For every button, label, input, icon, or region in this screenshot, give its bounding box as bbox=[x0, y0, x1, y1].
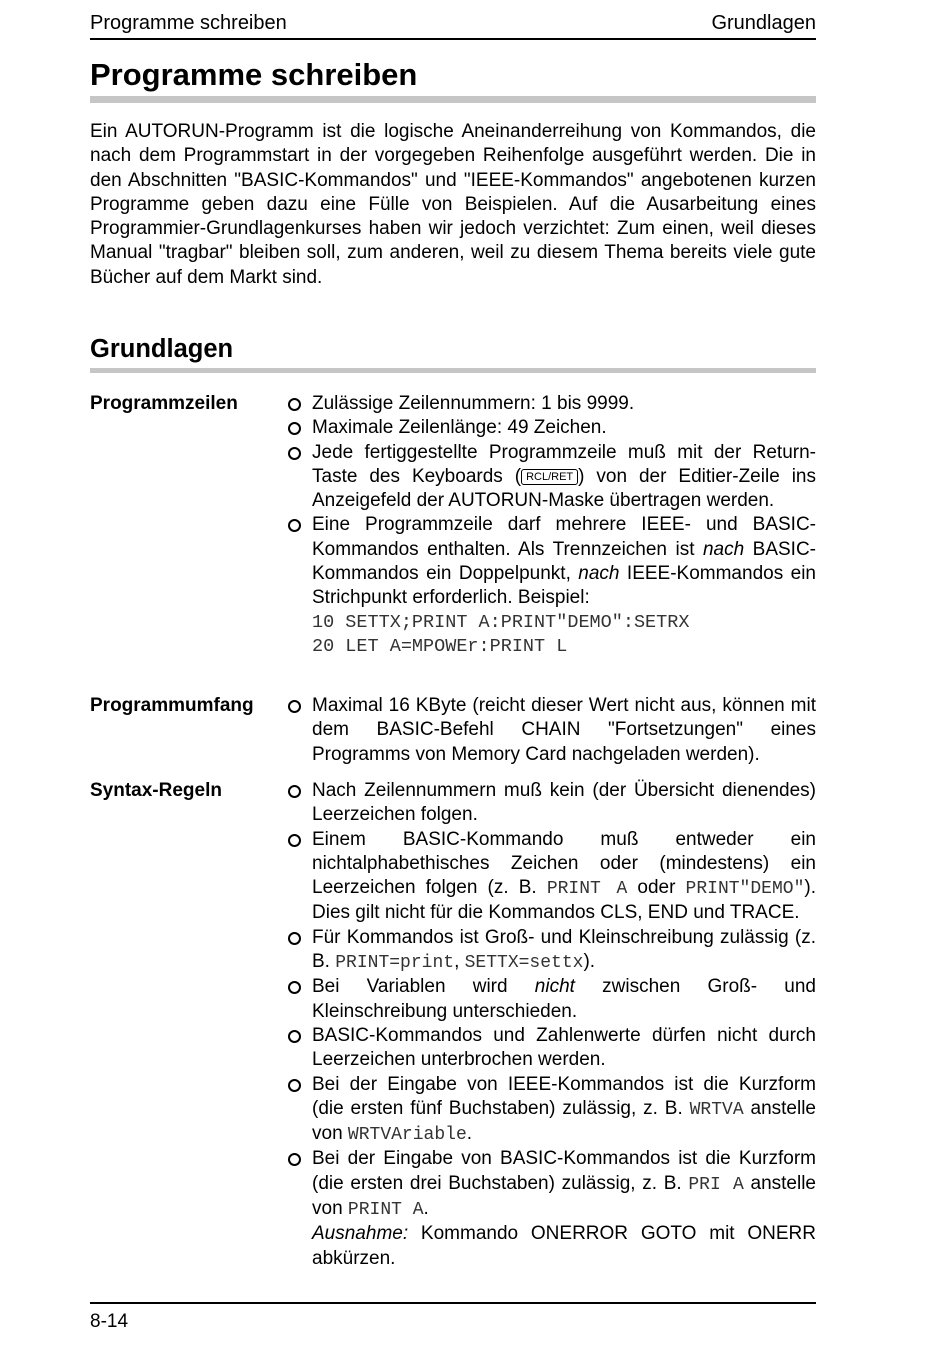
item-text: Bei der Eingabe von BASIC-Kommandos ist die Kurzform (die ersten drei Buchstaben) zulässig, z. B. bbox=[312, 1148, 816, 1194]
bullet-icon bbox=[288, 447, 301, 460]
emphasis: Ausnahme: bbox=[312, 1223, 409, 1245]
list-item bbox=[288, 392, 816, 416]
bullet-icon bbox=[288, 834, 301, 847]
running-header bbox=[90, 10, 816, 40]
list-item bbox=[288, 513, 816, 659]
item-text: ). Dies gilt nicht für die Kommandos CLS, END und TRACE. bbox=[312, 877, 816, 924]
list-item bbox=[288, 416, 816, 440]
item-text: . bbox=[466, 1123, 473, 1145]
list-item bbox=[288, 828, 816, 926]
bullet-icon bbox=[288, 519, 301, 532]
inline-code: SETTX=settx bbox=[464, 953, 584, 974]
code-example-line: 10 SETTX;PRINT A:PRINT"DEMO":SETRX bbox=[312, 611, 690, 633]
row-label-syntax-regeln: Syntax-Regeln bbox=[90, 780, 222, 801]
running-header-left: Programme schreiben bbox=[90, 12, 287, 34]
item-text: anstelle von bbox=[312, 1097, 816, 1145]
row-label-programmzeilen: Programmzeilen bbox=[90, 393, 238, 414]
bullet-icon bbox=[288, 1153, 301, 1166]
inline-code: WRTVA bbox=[689, 1099, 744, 1120]
emphasis: nicht bbox=[534, 976, 575, 998]
item-text: Für Kommandos ist Groß- und Kleinschreibung zulässig (z. B. bbox=[312, 926, 816, 973]
item-text: ). bbox=[583, 951, 596, 973]
bullet-icon bbox=[288, 422, 301, 435]
bullet-icon bbox=[288, 785, 301, 798]
syntax-list bbox=[288, 779, 816, 1271]
bullet-icon bbox=[288, 981, 301, 994]
programmumfang-list bbox=[288, 694, 816, 767]
return-key-icon: RCL/RET bbox=[521, 469, 578, 485]
list-item bbox=[288, 441, 816, 514]
list-item bbox=[288, 1024, 816, 1073]
running-header-right: Grundlagen bbox=[711, 12, 816, 34]
bullet-icon bbox=[288, 932, 301, 945]
code-example-line: 20 LET A=MPOWEr:PRINT L bbox=[312, 635, 568, 657]
inline-code: PRINT A bbox=[546, 879, 628, 900]
item-text: IEEE-Kommandos ein Strichpunkt erforderlich. Beispiel: bbox=[312, 563, 816, 609]
chapter-title: Programme schreiben bbox=[90, 57, 418, 92]
list-item bbox=[288, 1073, 816, 1148]
emphasis: nach bbox=[702, 538, 745, 560]
item-text: Bei der Eingabe von IEEE-Kommandos ist die Kurzform (die ersten fünf Buchstaben) zulässig, z. B. bbox=[312, 1073, 816, 1119]
item-text: , bbox=[454, 951, 465, 973]
item-text: Eine Programmzeile darf mehrere IEEE- und BASIC-Kommandos enthalten. Als Trennzeichen ist bbox=[312, 514, 816, 560]
inline-code: WRTVAriable bbox=[347, 1125, 467, 1146]
item-text: anstelle von bbox=[312, 1172, 816, 1220]
item-text: . bbox=[423, 1198, 429, 1220]
item-text: oder bbox=[627, 877, 686, 899]
item-text: zwischen Groß- und Kleinschreibung unterschieden. bbox=[312, 976, 816, 1022]
intro-paragraph: Ein AUTORUN-Programm ist die logische Aneinanderreihung von Kommandos, die nach dem Programmstart in der vorgegeben Reihenfolge ausgeführt werden. Die in den Abschnitten "BASIC-Kommandos" und "IEEE-Kommandos" angebotenen kurzen Programme geben dazu eine Fülle von Beispielen. Auf die Ausarbeitung eines Programmier-Grundlagenkurses haben wir jedoch verzichtet: Zum einen, weil dieses Manual "tragbar" bleiben soll, zum anderen, weil zu diesem Thema bereits viele gute Bücher auf dem Markt sind. bbox=[90, 121, 816, 288]
item-text: ) von der Editier-Zeile ins Anzeigefeld der AUTORUN-Maske übertragen werden. bbox=[312, 465, 816, 512]
section-title-rule bbox=[90, 368, 816, 373]
row-label-programmumfang: Programmumfang bbox=[90, 695, 254, 716]
item-text: Kommando ONERROR GOTO mit ONERR abkürzen. bbox=[312, 1223, 816, 1269]
footer-rule bbox=[90, 1302, 816, 1304]
item-text: Jede fertiggestellte Programmzeile muß mit der Return-Taste des Keyboards ( bbox=[312, 441, 816, 487]
item-text: Maximale Zeilenlänge: 49 Zeichen. bbox=[312, 417, 607, 439]
item-text: BASIC-Kommandos ein Doppelpunkt, bbox=[312, 538, 817, 585]
chapter-title-rule bbox=[90, 96, 816, 103]
bullet-icon bbox=[288, 1030, 301, 1043]
programmzeilen-list bbox=[288, 392, 816, 659]
bullet-icon bbox=[288, 700, 301, 713]
emphasis: nach bbox=[578, 563, 620, 585]
item-text: Nach Zeilennummern muß kein (der Übersicht dienendes) Leerzeichen folgen. bbox=[312, 780, 816, 826]
inline-code: PRINT A bbox=[347, 1200, 424, 1221]
list-item bbox=[288, 779, 816, 828]
page-number: 8-14 bbox=[90, 1311, 129, 1332]
item-text: Maximal 16 KByte (reicht dieser Wert nicht aus, können mit dem BASIC-Befehl CHAIN "Fortsetzungen" eines Programms von Memory Card nachgeladen werden). bbox=[312, 695, 816, 765]
item-text: Zulässige Zeilennummern: 1 bis 9999. bbox=[312, 393, 635, 414]
item-text: BASIC-Kommandos und Zahlenwerte dürfen nicht durch Leerzeichen unterbrochen werden. bbox=[312, 1024, 816, 1071]
list-item bbox=[288, 975, 816, 1024]
inline-code: PRINT"DEMO" bbox=[685, 879, 805, 900]
list-item bbox=[288, 926, 816, 976]
item-text: Bei Variablen wird bbox=[312, 976, 535, 998]
bullet-icon bbox=[288, 398, 301, 411]
bullet-icon bbox=[288, 1079, 301, 1092]
item-text: Einem BASIC-Kommando muß entweder ein nichtalphabethisches Zeichen oder (mindestens) ein Leerzeichen folgen (z. B. bbox=[312, 828, 816, 899]
list-item bbox=[288, 694, 816, 767]
inline-code: PRI A bbox=[688, 1174, 744, 1195]
section-title: Grundlagen bbox=[90, 335, 234, 363]
exception-note bbox=[312, 1222, 816, 1271]
list-item bbox=[288, 1147, 816, 1270]
inline-code: PRINT=print bbox=[335, 953, 455, 974]
